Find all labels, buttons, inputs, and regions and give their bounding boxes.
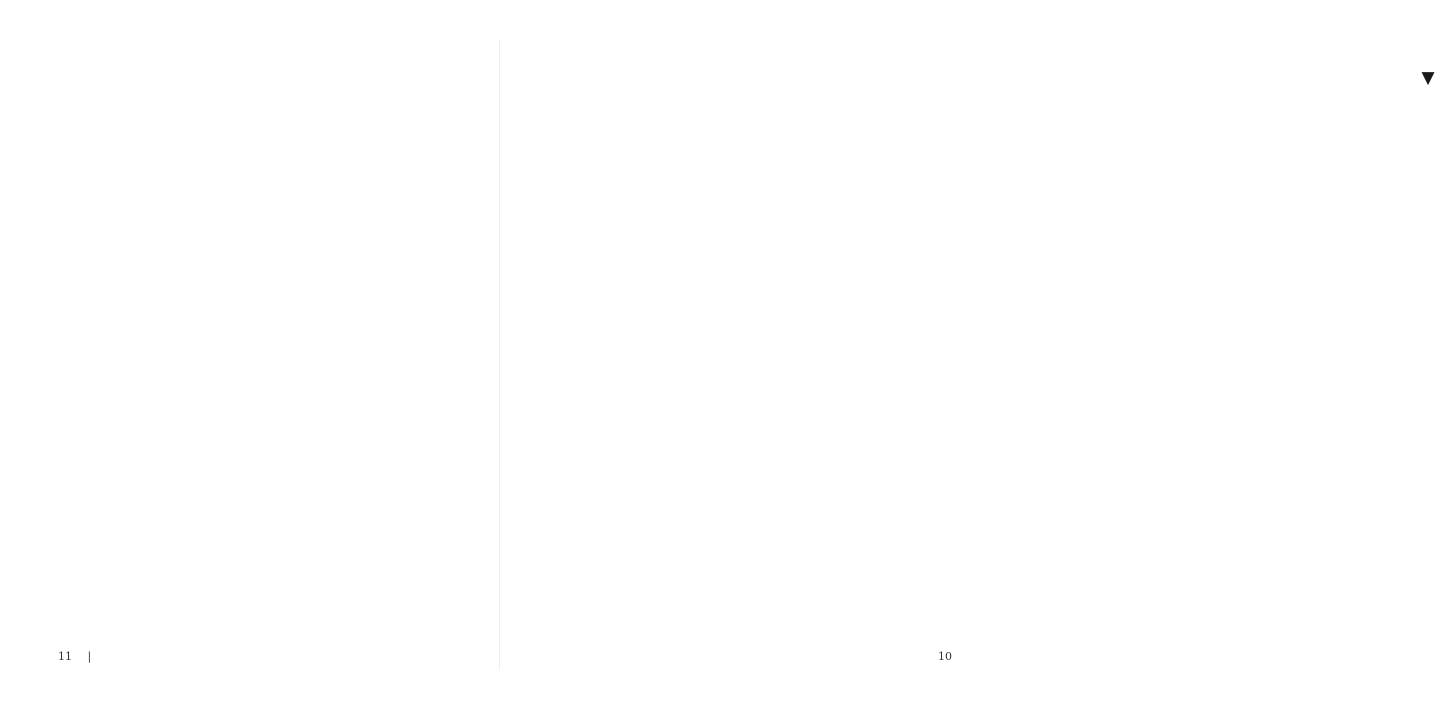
page-right-text xyxy=(1045,68,1450,628)
page-footer-left xyxy=(58,650,103,663)
section-heading xyxy=(1415,68,1440,628)
page-right xyxy=(500,0,1438,710)
page-left xyxy=(0,0,500,710)
footer-separator: | xyxy=(87,650,92,663)
page-footer-right xyxy=(910,650,952,663)
page-left-text xyxy=(55,68,460,628)
page-number: 11 xyxy=(58,650,72,663)
triangle-marker-icon: ▼ xyxy=(1418,68,1438,89)
page-number: 10 xyxy=(938,650,952,663)
